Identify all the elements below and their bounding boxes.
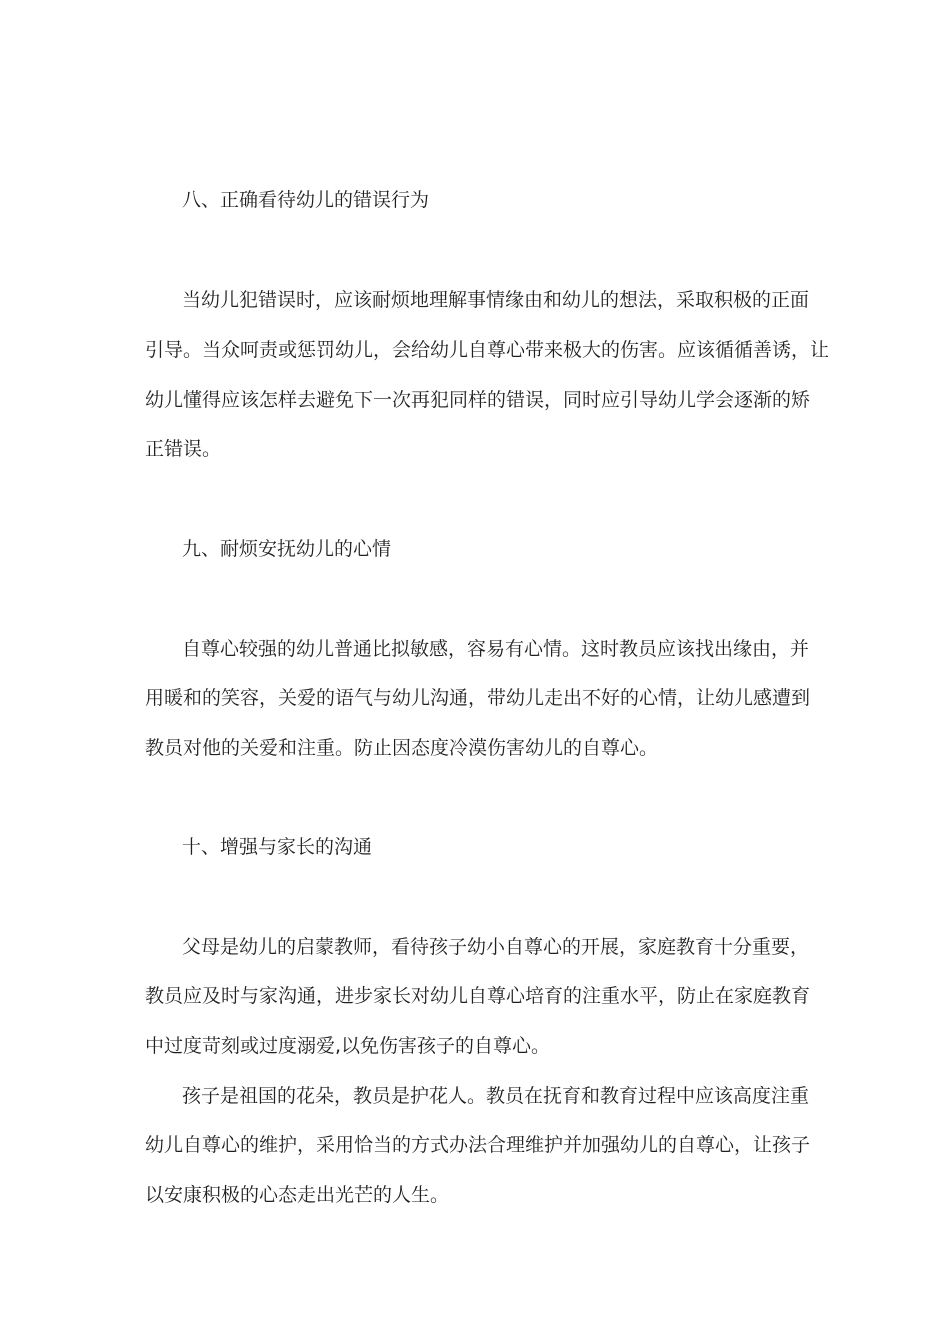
section-heading-8: 八、正确看待幼儿的错误行为 xyxy=(182,189,430,211)
paragraph-line: 幼儿懂得应该怎样去避免下一次再犯同样的错误，同时应引导幼儿学会逐渐的矫 xyxy=(145,389,811,411)
section-heading-9: 九、耐烦安抚幼儿的心情 xyxy=(182,538,392,560)
paragraph-line: 用暖和的笑容，关爱的语气与幼儿沟通，带幼儿走出不好的心情，让幼儿感遭到 xyxy=(145,687,811,709)
paragraph-line: 教员对他的关爱和注重。防止因态度冷漠伤害幼儿的自尊心。 xyxy=(145,737,659,759)
paragraph-line: 父母是幼儿的启蒙教师，看待孩子幼小自尊心的开展，家庭教育十分重要， xyxy=(182,936,810,958)
closing-paragraph-line: 以安康积极的心态走出光芒的人生。 xyxy=(145,1184,450,1206)
paragraph-line: 当幼儿犯错误时，应该耐烦地理解事情缘由和幼儿的想法，采取积极的正面 xyxy=(182,289,810,311)
closing-paragraph-line: 幼儿自尊心的维护，采用恰当的方式办法合理维护并加强幼儿的自尊心，让孩子 xyxy=(145,1134,811,1156)
paragraph-line: 教员应及时与家沟通，进步家长对幼儿自尊心培育的注重水平，防止在家庭教育 xyxy=(145,985,811,1007)
paragraph-line: 引导。当众呵责或惩罚幼儿，会给幼儿自尊心带来极大的伤害。应该循循善诱，让 xyxy=(145,339,830,361)
paragraph-line: 正错误。 xyxy=(145,438,222,460)
paragraph-line: 中过度苛刻或过度溺爱,以免伤害孩子的自尊心。 xyxy=(145,1035,551,1057)
section-heading-10: 十、增强与家长的沟通 xyxy=(182,836,373,858)
closing-paragraph-line: 孩子是祖国的花朵，教员是护花人。教员在抚育和教育过程中应该高度注重 xyxy=(182,1085,810,1107)
paragraph-line: 自尊心较强的幼儿普通比拟敏感，容易有心情。这时教员应该找出缘由，并 xyxy=(182,638,810,660)
